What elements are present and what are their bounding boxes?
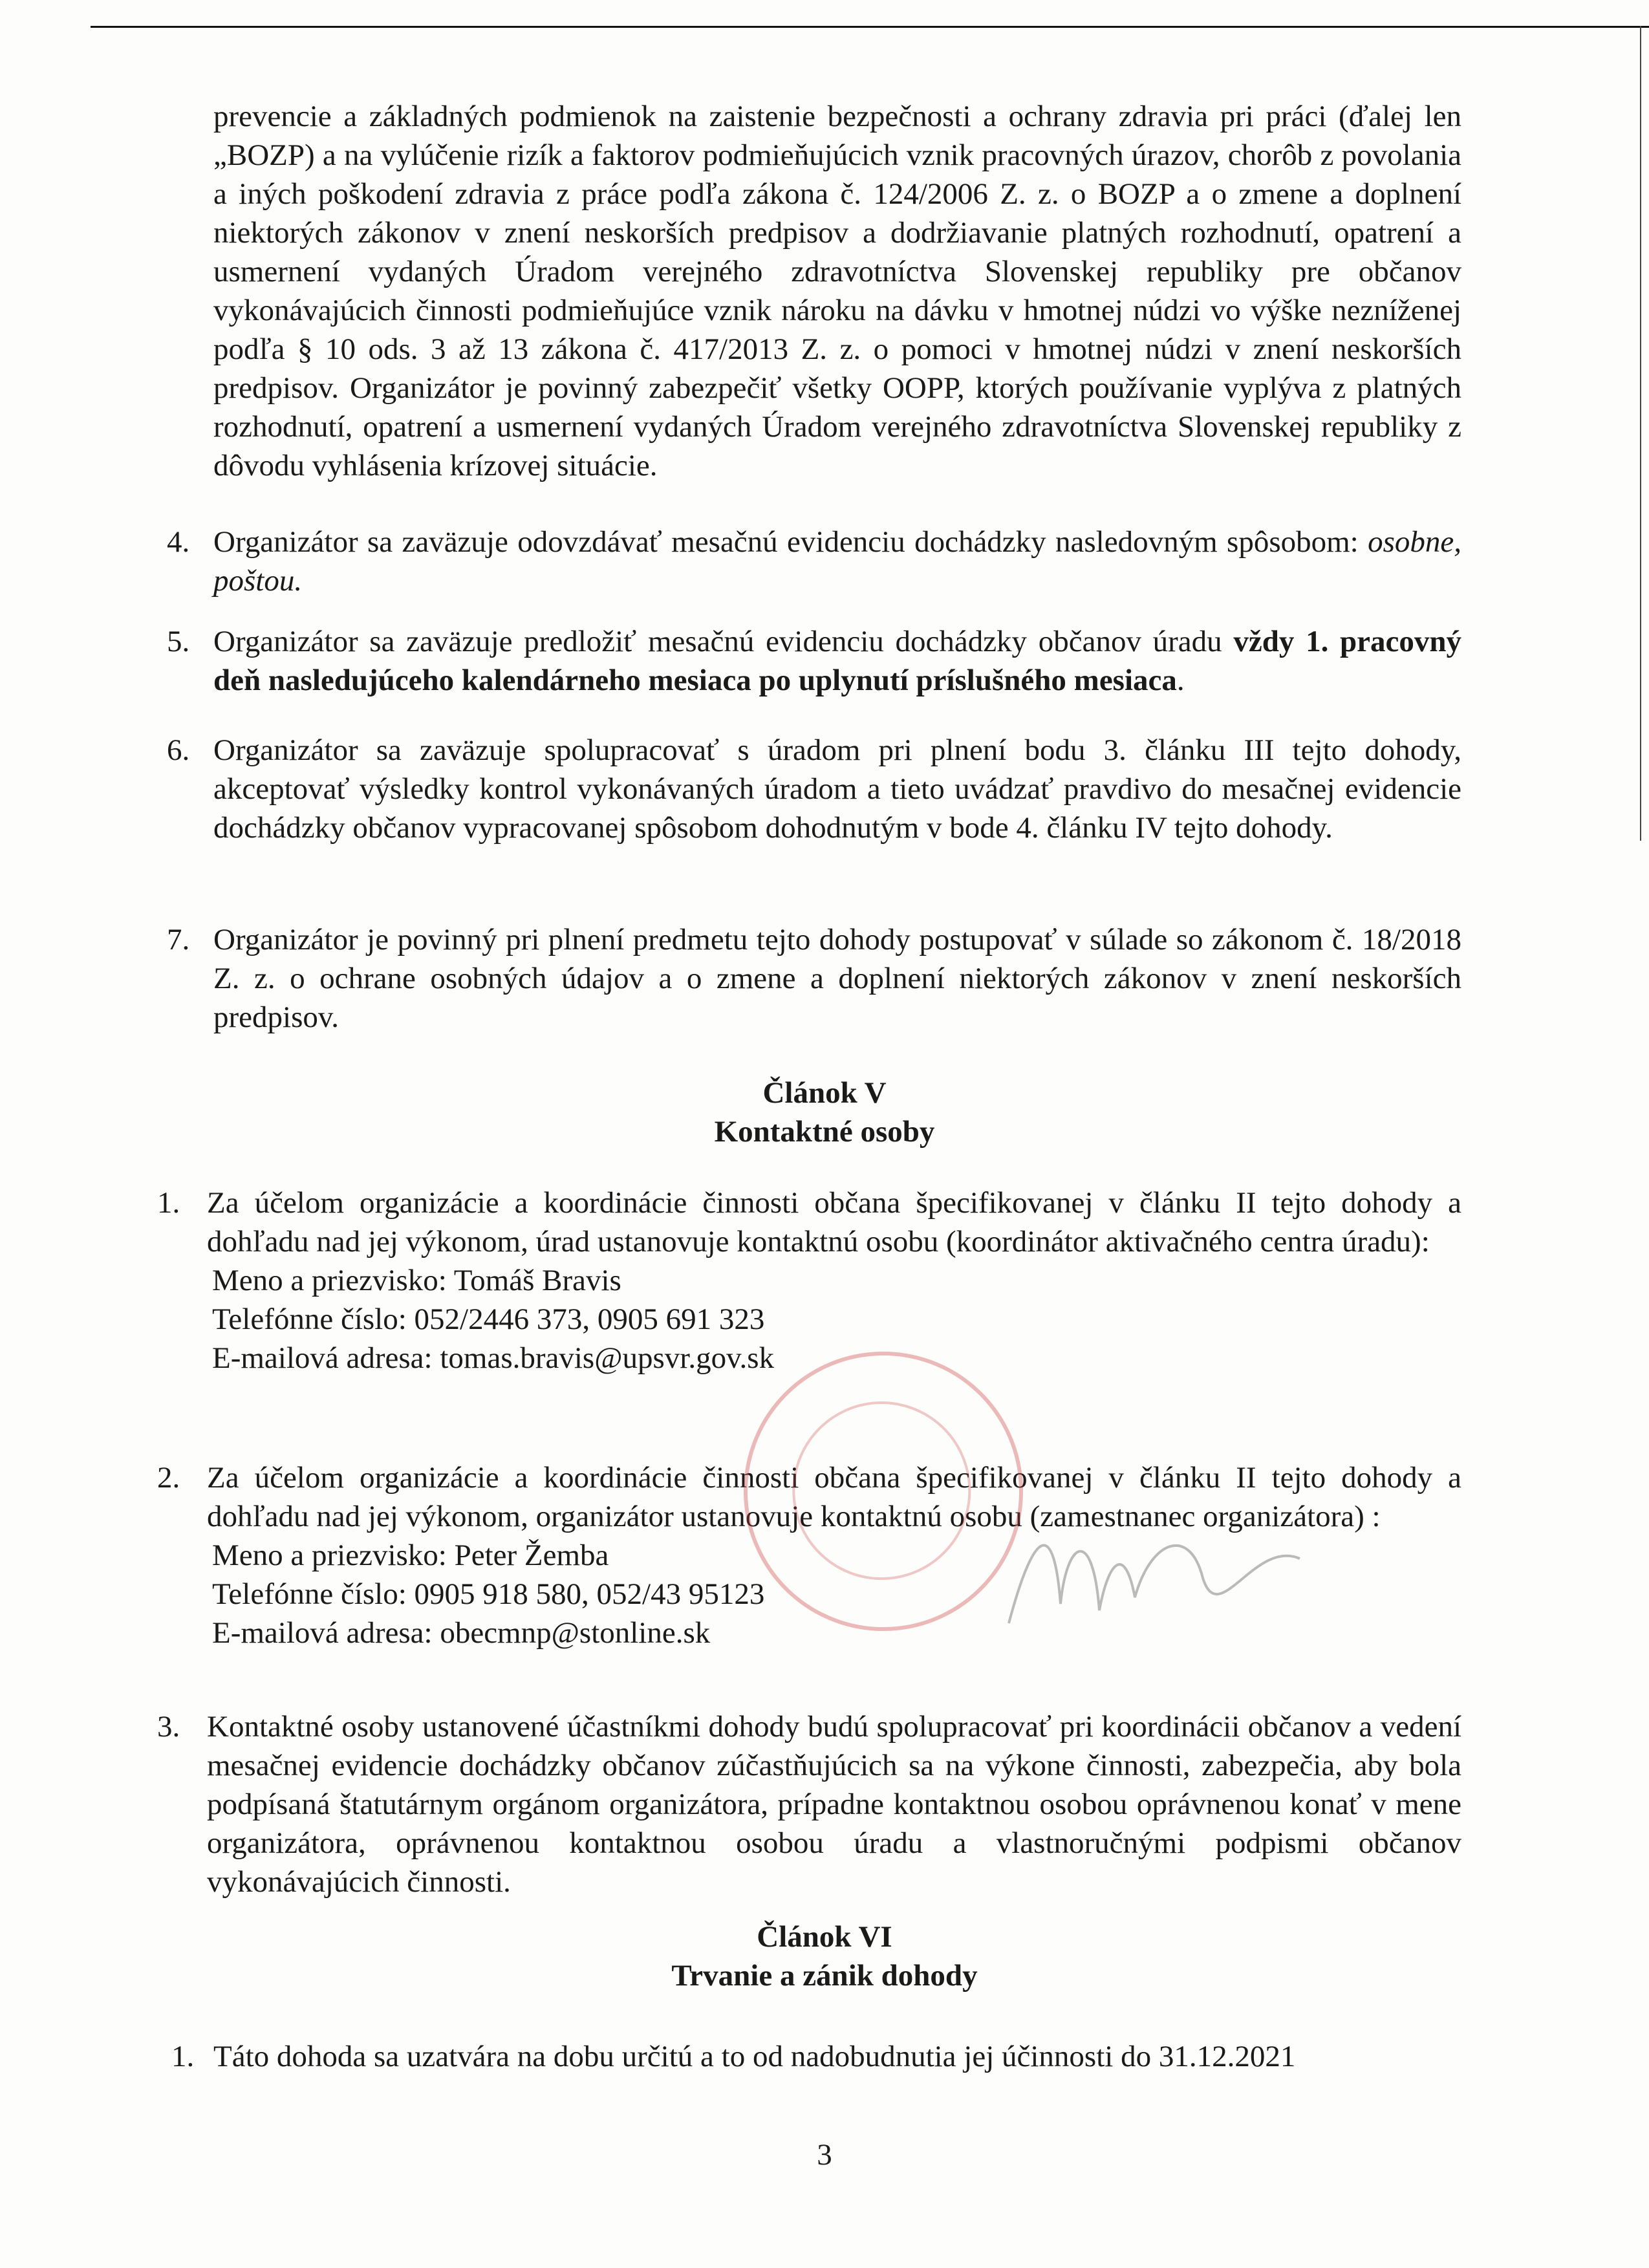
article-subtitle: Kontaktné osoby [714, 1115, 935, 1149]
contact-phone: Telefónne číslo: 0905 918 580, 052/43 95123 [212, 1577, 765, 1611]
list-item [207, 1707, 1461, 1901]
item-number: 1. [157, 1186, 180, 1220]
signature-mark [996, 1500, 1332, 1643]
contact-name: Meno a priezvisko: Tomáš Bravis [212, 1264, 621, 1297]
paragraph-text: prevencie a základných podmienok na zaistenie bezpečnosti a ochrany zdravia pri práci (ďalej len „BOZP) a na vylúčenie rizík a faktorov podmieňujúcich vznik pracovných úrazov, chorôb z povolania a iných poškodení zdravia z práce podľa zákona č. 124/2006 Z. z. o BOZP a o zmene a doplnení niektorých zákonov v znení neskorších predpisov a dodržiavanie platných rozhodnutí, opatrení a usmernení vydaných Úradom verejného zdravotníctva Slovenskej republiky pre občanov vykonávajúcich činnosti podmieňujúce vznik nároku na dávku v hmotnej núdzi vo výške nezníženej podľa § 10 ods. 3 až 13 zákona č. 417/2013 Z. z. o pomoci v hmotnej núdzi v znení neskorších predpisov. Organizátor je povinný zabezpečiť všetky OOPP, ktorých používanie vyplýva z platných rozhodnutí, opatrení a usmernení vydaných Úradom verejného zdravotníctva Slovenskej republiky z dôvodu vyhlásenia krízovej situácie. [213, 100, 1461, 482]
page-number: 3 [817, 2138, 832, 2172]
list-item [213, 920, 1461, 1037]
item-number: 3. [157, 1710, 180, 1744]
list-item [213, 2037, 1461, 2076]
item-bold: vždy 1. pracovný deň nasledujúceho kalendárneho mesiaca po uplynutí príslušného mesiaca [213, 625, 1462, 697]
item-number: 6. [167, 733, 190, 767]
item-text: Táto dohoda sa uzatvára na dobu určitú a to od nadobudnutia jej účinnosti do 31.12.2021 [213, 2040, 1296, 2073]
item-number: 2. [157, 1461, 180, 1495]
item-text: Kontaktné osoby ustanovené účastníkmi dohody budú spolupracovať pri koordinácii občanov a vedení mesačnej evidencie dochádzky občanov zúčastňujúcich sa na výkone činnosti, zabezpečia, aby bola podpísaná štatutárnym orgánom organizátora, prípadne kontaktnou osobou oprávnenou konať v mene organizátora, oprávnenou kontaktnou osobou úradu a vlastnoručnými podpismi občanov vykonávajúcich činnosti. [207, 1710, 1461, 1899]
contact-name: Meno a priezvisko: Peter Žemba [212, 1539, 609, 1572]
item-number: 1. [171, 2040, 195, 2073]
contact-email: E-mailová adresa: obecmnp@stonline.sk [212, 1616, 711, 1650]
item-text: Organizátor sa zaväzuje spolupracovať s úradom pri plnení bodu 3. článku III tejto dohody, akceptovať výsledky kontrol vykonávaných úradom a tieto uvádzať pravdivo do mesačnej evidencie dochádzky občanov vypracovanej spôsobom dohodnutým v bode 4. článku IV tejto dohody. [213, 733, 1461, 845]
item-number: 7. [167, 923, 190, 956]
list-item: Organizátor sa zaväzuje predložiť mesačnú evidenciu dochádzky občanov úradu vždy 1. pracovný deň nasledujúceho kalendárneho mesiaca po uplynutí príslušného mesiaca. [213, 625, 1462, 697]
contact-email: E-mailová adresa: tomas.bravis@upsvr.gov.sk [212, 1341, 775, 1375]
article-title: Článok V [762, 1076, 887, 1110]
item-number: 5. [167, 625, 190, 658]
contact-phone: Telefónne číslo: 052/2446 373, 0905 691 323 [212, 1302, 765, 1336]
list-item [213, 731, 1461, 847]
item-text: Za účelom organizácie a koordinácie činnosti občana špecifikovanej v článku II tejto dohody a dohľadu nad jej výkonom, úrad ustanovuje kontaktnú osobu (koordinátor aktivačného centra úradu): [207, 1186, 1461, 1258]
list-item [213, 523, 1461, 600]
item-text: Za účelom organizácie a koordinácie činnosti občana špecifikovanej v článku II tejto dohody a dohľadu nad jej výkonom, organizátor ustanovuje kontaktnú osobu (zamestnanec organizátora) : [207, 1461, 1461, 1533]
article-title: Článok VI [757, 1920, 892, 1954]
item-text: Organizátor sa zaväzuje predložiť mesačnú evidenciu dochádzky občanov úradu [213, 625, 1222, 658]
article-subtitle: Trvanie a zánik dohody [671, 1959, 978, 1993]
paragraph-continuation [213, 97, 1461, 485]
list-item [207, 1183, 1461, 1377]
item-number: 4. [167, 525, 190, 559]
item-italic: osobne, poštou. [213, 525, 1462, 598]
item-text: Organizátor je povinný pri plnení predmetu tejto dohody postupovať v súlade so zákonom č. 18/2018 Z. z. o ochrane osobných údajov a o zmene a doplnení niektorých zákonov v znení neskorších predpisov. [213, 923, 1461, 1034]
stamp-inner-ring [763, 1372, 1000, 1610]
item-text: Organizátor sa zaväzuje odovzdávať mesačnú evidenciu dochádzky nasledovným spôsobom: [213, 525, 1359, 559]
